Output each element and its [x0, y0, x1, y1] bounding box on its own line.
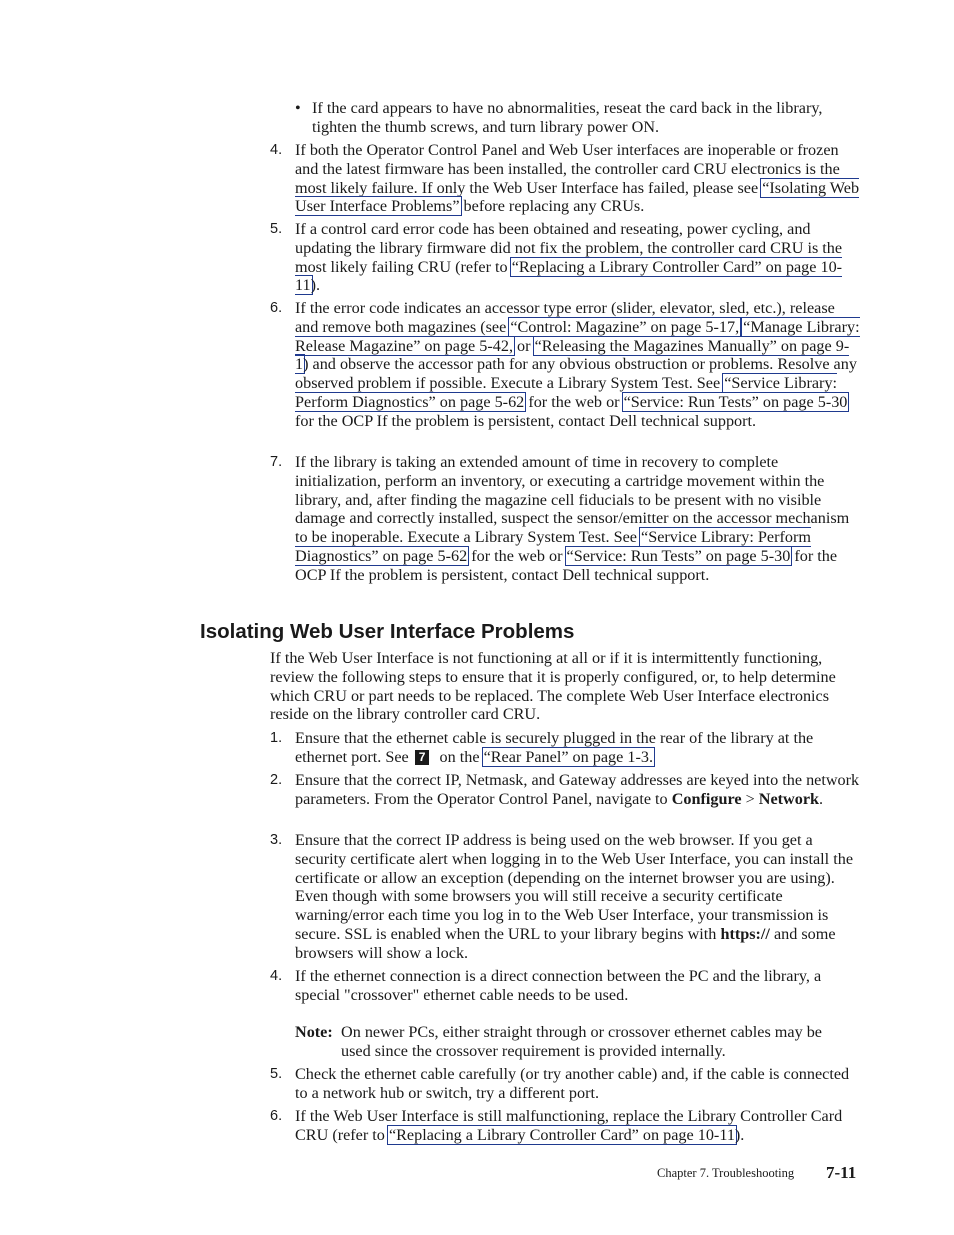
list-item — [295, 299, 861, 431]
step-number: 1. — [270, 730, 283, 746]
step-number: 3. — [270, 832, 283, 848]
step-item — [295, 771, 865, 809]
item-text: ). — [310, 276, 321, 295]
note-label: Note: — [295, 1023, 333, 1041]
item-text: > — [741, 789, 759, 808]
item-text: or — [513, 336, 535, 355]
item-text: Ensure that the correct IP address is being used on the web browser. If you get a security certificate alert when logging in to the Web User Interface, you can install the certificate or allow an exception (depending on the internet browser you are using). Even though with some browsers you will still receive a security certificate warning/error each time you log in to the Web User Interface, your transmission is secure. SSL is enabled when the URL to your library begins with — [295, 831, 854, 943]
item-text: If a control card error code has been obtained and reseating, power cycling, and updating the library firmware did not fix the problem, the controller card CRU is the most likely failing CRU (refer to — [295, 220, 843, 276]
item-text: and some browsers will show a lock. — [295, 924, 836, 962]
menu-path-network: Network — [758, 789, 820, 808]
list-item — [295, 141, 861, 216]
footer-chapter: Chapter 7. Troubleshooting — [657, 1166, 795, 1180]
menu-path-configure: Configure — [671, 789, 742, 808]
item-text: before replacing any CRUs. — [459, 197, 645, 216]
step-number: 2. — [270, 772, 283, 788]
link-control-magazine[interactable]: “Control: Magazine” on page 5-17, — [510, 317, 740, 336]
item-text: for the OCP If the problem is persistent, contact Dell technical support. — [295, 546, 838, 584]
link-releasing-magazines-manually[interactable]: “Releasing the Magazines Manually” on page 9-1 — [295, 336, 850, 374]
list-item — [295, 453, 861, 585]
section-heading: Isolating Web User Interface Problems — [200, 620, 575, 643]
step-item — [295, 831, 861, 963]
page-number: 7-11 — [826, 1163, 857, 1182]
item-text: for the web or — [524, 392, 624, 411]
item-text: If the Web User Interface is still malfunctioning, replace the Library Controller Card CRU (refer to — [295, 1107, 843, 1144]
list-item — [295, 220, 861, 295]
item-text: Ensure that the ethernet cable is securely plugged in the rear of the library at the ethernet port. See — [295, 729, 814, 766]
step-item — [295, 729, 861, 767]
step-number: 6. — [270, 1108, 283, 1124]
bullet-text: If the card appears to have no abnormalities, reseat the card back in the library, tighten the thumb screws, and turn library power ON. — [312, 99, 823, 136]
item-text: for the OCP If the problem is persistent, contact Dell technical support. — [295, 411, 757, 430]
item-text: . — [819, 789, 824, 808]
item-text: If both the Operator Control Panel and Web User interfaces are inoperable or frozen and the latest firmware has been installed, the controller card CRU electronics is the most likely failure. If only the Web User Interface has failed, please see — [295, 141, 840, 197]
note-text: On newer PCs, either straight through or crossover ethernet cables may be used since the crossover requirement is provided internally. — [341, 1023, 822, 1060]
link-run-tests[interactable]: “Service: Run Tests” on page 5-30 — [566, 546, 791, 565]
step-item: Check the ethernet cable carefully (or try another cable) and, if the cable is connected to a network hub or switch, try a different port. — [295, 1065, 850, 1102]
list-number: 7. — [270, 454, 283, 470]
item-text: ). — [734, 1125, 745, 1144]
item-text: Ensure that the correct IP, Netmask, and Gateway addresses are keyed into the network parameters. From the Operator Control Panel, navigate to — [295, 771, 860, 808]
link-isolating-web-ui[interactable]: “Isolating Web User Interface Problems” — [295, 178, 860, 216]
step-item — [295, 1107, 861, 1145]
callout-badge: 7 — [415, 750, 430, 765]
url-prefix: https:// — [720, 924, 770, 943]
link-run-tests[interactable]: “Service: Run Tests” on page 5-30 — [623, 392, 848, 411]
link-release-magazine[interactable]: “Manage Library: Release Magazine” on page 5-42, — [295, 317, 860, 355]
item-text: If the library is taking an extended amount of time in recovery to complete initialization, perform an inventory, or executing a cartridge movement within the library, and, after finding the magazine cell fiducials to be present with no visible damage and correctly installed, suspect the sensor/emitter on the accessor mechanism to be inoperable. Execute a Library System Test. See — [295, 453, 850, 547]
item-text: ) and observe the accessor path for any obvious obstruction or problems. Resolve any observed problem if possible. Execute a Library System Test. See — [295, 355, 857, 393]
item-text: on the — [435, 747, 484, 766]
list-number: 4. — [270, 142, 283, 158]
list-number: 6. — [270, 300, 283, 316]
item-text: If the error code indicates an accessor type error (slider, elevator, sled, etc.), release and remove both magazines (see — [295, 299, 835, 336]
item-text: for the web or — [467, 546, 567, 565]
link-replacing-controller-card[interactable]: “Replacing a Library Controller Card” on page 10-11 — [295, 257, 843, 295]
link-replacing-controller-card[interactable]: “Replacing a Library Controller Card” on page 10-11 — [388, 1125, 735, 1144]
step-item: If the ethernet connection is a direct connection between the PC and the library, a special "crossover" ethernet cable needs to be used. — [295, 967, 822, 1004]
step-number: 4. — [270, 968, 283, 984]
link-perform-diagnostics[interactable]: “Service Library: Perform Diagnostics” on page 5-62 — [295, 374, 838, 411]
link-rear-panel[interactable]: “Rear Panel” on page 1-3. — [483, 747, 654, 766]
link-perform-diagnostics[interactable]: “Service Library: Perform Diagnostics” on page 5-62 — [295, 528, 811, 565]
list-number: 5. — [270, 221, 283, 237]
step-number: 5. — [270, 1066, 283, 1082]
bullet-marker: • — [295, 99, 301, 117]
note — [295, 1023, 855, 1061]
section-intro: If the Web User Interface is not functioning at all or if it is intermittently functioning, review the following steps to ensure that it is properly configured, or, to help determine which CRU or part needs to be replaced. The complete Web User Interface electronics reside on the library controller card CRU. — [270, 649, 836, 724]
